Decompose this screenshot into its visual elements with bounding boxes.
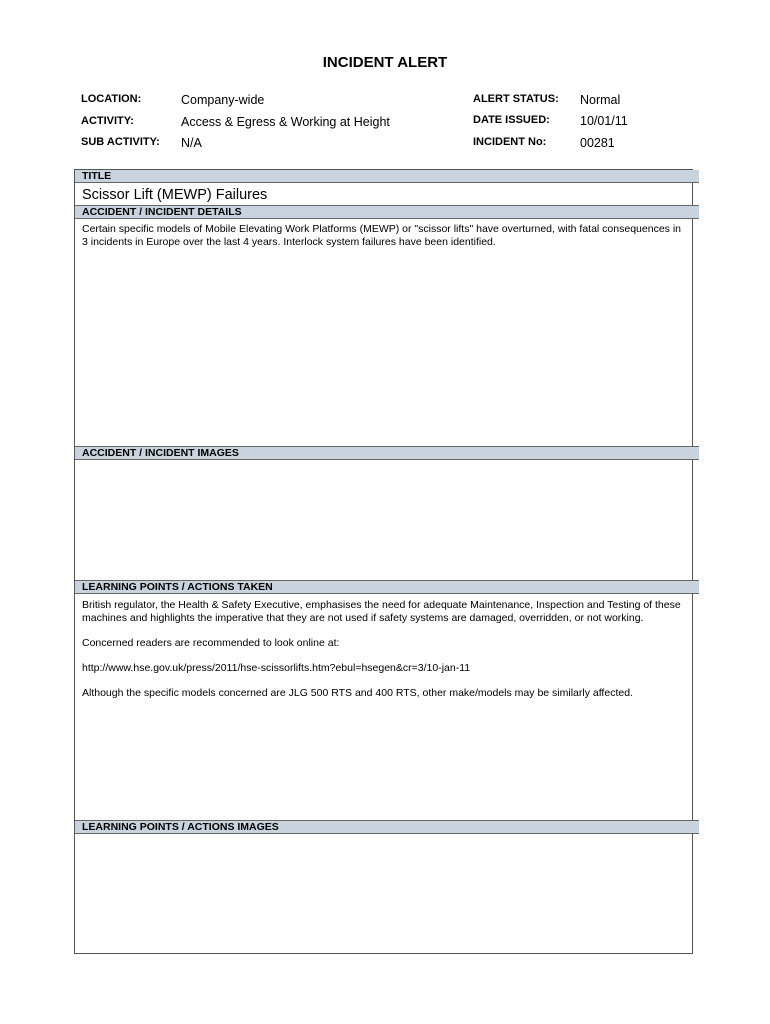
learning-section-header: LEARNING POINTS / ACTIONS TAKEN	[75, 580, 699, 594]
location-value: Company-wide	[181, 93, 265, 107]
activity-label: ACTIVITY:	[81, 115, 134, 127]
learning-paragraph-2: Concerned readers are recommended to look online at:	[82, 637, 340, 649]
date-issued-value: 10/01/11	[580, 114, 628, 128]
page-title: INCIDENT ALERT	[322, 54, 448, 71]
learning-text	[82, 599, 682, 712]
incident-title: Scissor Lift (MEWP) Failures	[82, 187, 268, 203]
incident-images-area	[75, 460, 692, 580]
details-section-header: ACCIDENT / INCIDENT DETAILS	[75, 205, 699, 219]
incident-no-value: 00281	[580, 136, 615, 150]
learning-images-section-header: LEARNING POINTS / ACTIONS IMAGES	[75, 820, 699, 834]
location-label: LOCATION:	[81, 93, 142, 105]
date-issued-label: DATE ISSUED:	[473, 114, 550, 126]
details-text: Certain specific models of Mobile Elevating Work Platforms (MEWP) or "scissor lifts" have overturned, with fatal consequences in 3 incidents in Europe over the last 4 years. Interlock system failures have been identified.	[82, 223, 681, 248]
incident-no-label: INCIDENT No:	[473, 136, 547, 148]
learning-images-area	[75, 834, 692, 952]
alert-status-value: Normal	[580, 93, 621, 107]
incident-form	[74, 169, 693, 954]
learning-paragraph-4: Although the specific models concerned are JLG 500 RTS and 400 RTS, other make/models may be similarly affected.	[82, 687, 633, 699]
alert-status-label: ALERT STATUS:	[473, 93, 559, 105]
images-section-header: ACCIDENT / INCIDENT IMAGES	[75, 446, 699, 460]
sub-activity-value: N/A	[181, 136, 202, 150]
learning-link[interactable]: http://www.hse.gov.uk/press/2011/hse-scissorlifts.htm?ebul=hsegen&cr=3/10-jan-11	[82, 662, 471, 674]
activity-value: Access & Egress & Working at Height	[181, 115, 390, 129]
sub-activity-label: SUB ACTIVITY:	[81, 136, 160, 148]
learning-paragraph-1: British regulator, the Health & Safety Executive, emphasises the need for adequate Maintenance, Inspection and Testing of these machines and highlights the imperative that they are not used if safety systems are damaged, overridden, or not working.	[82, 599, 681, 624]
title-section-header: TITLE	[75, 170, 699, 183]
